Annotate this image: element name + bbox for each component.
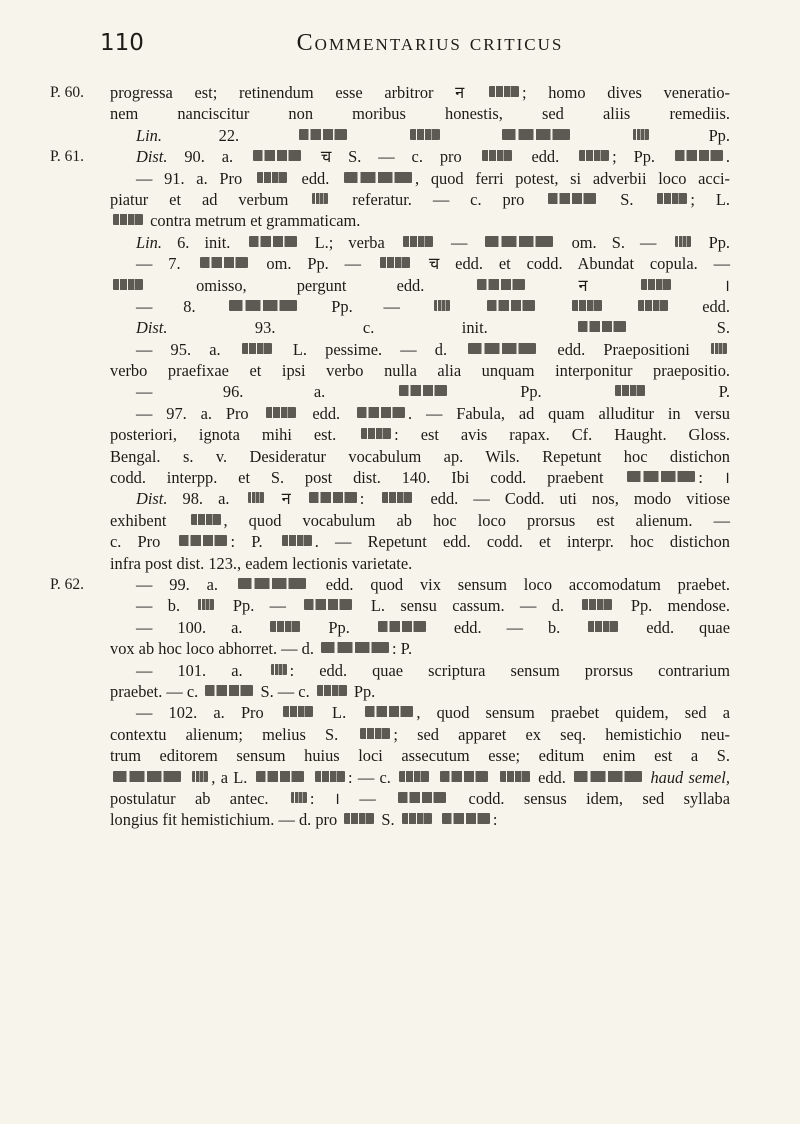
margin-page-ref: P. 61.: [50, 148, 85, 166]
devanagari-word: [283, 706, 313, 717]
devanagari-word: [360, 728, 390, 739]
devanagari-word: [588, 621, 618, 632]
devanagari-word: [380, 257, 410, 268]
devanagari-word: [357, 407, 405, 418]
devanagari-word: [344, 172, 412, 183]
devanagari-word: [299, 129, 347, 140]
devanagari-word: [271, 664, 287, 675]
commentary-line: praebet. — c. S. — c. Pp.: [110, 681, 376, 701]
devanagari-word: [578, 321, 626, 332]
commentary-line: postulatur ab antec. : । — codd. sensus idem, sed syllaba: [110, 788, 730, 808]
commentary-line: Bengal. s. v. Desideratur vocabulum ap. Wils. Repetunt hoc distichon: [110, 446, 730, 466]
devanagari-word: [179, 535, 227, 546]
devanagari-word: [434, 300, 450, 311]
devanagari-word: [257, 172, 287, 183]
devanagari-word: [402, 813, 432, 824]
commentary-line: codd. interpp. et S. post dist. 140. Ibi codd. praebent : ।: [110, 468, 730, 488]
devanagari-word: [399, 385, 447, 396]
devanagari-word: [256, 771, 304, 782]
devanagari-word: [270, 621, 300, 632]
commentary-line: — 96. a. Pp. P.: [136, 382, 730, 402]
page-number: 110: [100, 30, 144, 56]
devanagari-word: [489, 86, 519, 97]
commentary-line: verbo praefixae et ipsi verbo nulla alia unquam interponitur praepositio.: [110, 361, 730, 381]
devanagari-word: [638, 300, 668, 311]
devanagari-word: [382, 492, 412, 503]
commentary-line: — 91. a. Pro edd. , quod ferri potest, si adverbii loco acci-: [136, 168, 730, 188]
commentary-line: — 7. om. Pp. — च edd. et codd. Abundat copula. —: [136, 254, 730, 274]
devanagari-word: [113, 771, 181, 782]
commentary-line: , a L. : — c. edd. haud semel,: [110, 767, 730, 788]
devanagari-word: [442, 813, 490, 824]
devanagari-word: [487, 300, 535, 311]
commentary-line: — 95. a. L. pessime. — d. edd. Praepositioni: [110, 339, 730, 360]
devanagari-word: [253, 150, 301, 161]
devanagari-word: [242, 343, 272, 354]
commentary-line: vox ab hoc loco abhorret. — d. : P.: [110, 639, 413, 659]
devanagari-word: [477, 279, 525, 290]
devanagari-word: [633, 129, 649, 140]
commentary-line: — 100. a. Pp. edd. — b. edd. quae: [136, 617, 730, 637]
devanagari-word: [113, 279, 143, 290]
margin-page-ref: P. 60.: [50, 84, 85, 101]
devanagari-word: [198, 599, 214, 610]
commentary-line: contextu alienum; melius S. ; sed apparet ex seq. hemistichio neu-: [110, 724, 730, 744]
devanagari-word: [627, 471, 695, 482]
commentary-line: Dist. 98. a. न : edd. — Codd. uti nos, modo vitiose: [136, 489, 730, 509]
devanagari-word: [482, 150, 512, 161]
devanagari-word: [615, 385, 645, 396]
devanagari-word: [657, 193, 687, 204]
devanagari-word: [266, 407, 296, 418]
devanagari-word: [675, 236, 691, 247]
commentary-line: — 102. a. Pro L. , quod sensum praebet quidem, sed a: [136, 703, 731, 723]
commentary-line: contra metrum et grammaticam.: [110, 210, 730, 231]
devanagari-word: [582, 599, 612, 610]
devanagari-word: [309, 492, 357, 503]
devanagari-word: [321, 642, 389, 653]
running-title: Commentarius criticus: [296, 30, 564, 56]
commentary-line: Lin. 22. Pp.: [136, 125, 730, 145]
commentary-line: omisso, pergunt edd. न ।: [110, 275, 730, 296]
commentary-line: nem nanciscitur non moribus honestis, sed aliis remediis.: [110, 104, 730, 124]
devanagari-word: [485, 236, 553, 247]
devanagari-word: [282, 535, 312, 546]
devanagari-word: [312, 193, 328, 204]
commentary-line: Lin. 6. init. L.; verba — om. S. — Pp.: [136, 232, 731, 252]
devanagari-word: [500, 771, 530, 782]
commentary-body: [50, 82, 731, 831]
commentary-line: piatur et ad verbum referatur. — c. pro S. ; L.: [110, 189, 730, 209]
devanagari-word: [548, 193, 596, 204]
devanagari-word: [249, 236, 297, 247]
devanagari-word: [574, 771, 642, 782]
devanagari-word: [238, 578, 306, 589]
commentary-line: P. 62. — 99. a. edd. quod vix sensum loco accomodatum praebet.: [50, 574, 731, 594]
commentary-line: exhibent , quod vocabulum ab hoc loco prorsus est alienum. —: [110, 510, 730, 530]
commentary-line: P. 61. Dist. 90. a. च S. — c. pro edd. ; Pp. .: [50, 147, 730, 167]
margin-page-ref: P. 62.: [50, 575, 85, 593]
devanagari-word: [344, 813, 374, 824]
commentary-line: P. 60. progressa est; retinendum esse arbitror न ; homo dives veneratio-: [50, 83, 731, 102]
commentary-line: trum editorem sensum huius loci assecutum esse; editum enim est a S.: [110, 746, 730, 766]
commentary-line: infra post dist. 123., eadem lectionis varietate.: [110, 553, 413, 573]
devanagari-word: [398, 792, 446, 803]
commentary-line: — 101. a. : edd. quae scriptura sensum prorsus contrarium: [136, 660, 730, 680]
devanagari-word: [200, 257, 248, 268]
commentary-line: — 8. Pp. — edd.: [136, 296, 730, 316]
page-header: [100, 30, 760, 64]
devanagari-word: [572, 300, 602, 311]
devanagari-word: [192, 771, 208, 782]
commentary-line: — b. Pp. — L. sensu cassum. — d. Pp. mendose.: [136, 596, 731, 616]
devanagari-word: [191, 514, 221, 525]
devanagari-word: [440, 771, 488, 782]
devanagari-word: [410, 129, 440, 140]
devanagari-word: [248, 492, 264, 503]
devanagari-word: [229, 300, 297, 311]
devanagari-word: [304, 599, 352, 610]
devanagari-word: [502, 129, 570, 140]
devanagari-word: [291, 792, 307, 803]
devanagari-word: [378, 621, 426, 632]
devanagari-word: [317, 685, 347, 696]
devanagari-word: [205, 685, 253, 696]
devanagari-word: [468, 343, 536, 354]
devanagari-word: [113, 214, 143, 225]
devanagari-word: [675, 150, 723, 161]
commentary-line: Dist. 93. c. init. S.: [136, 318, 730, 338]
commentary-line: c. Pro : P. . — Repetunt edd. codd. et interpr. hoc distichon: [110, 532, 730, 552]
devanagari-word: [711, 343, 727, 354]
devanagari-word: [315, 771, 345, 782]
devanagari-word: [641, 279, 671, 290]
commentary-line: longius fit hemistichium. — d. pro S. :: [110, 810, 498, 830]
devanagari-word: [365, 706, 413, 717]
commentary-line: — 97. a. Pro edd. . — Fabula, ad quam alluditur in versu: [136, 403, 730, 423]
devanagari-word: [403, 236, 433, 247]
devanagari-word: [399, 771, 429, 782]
commentary-line: posteriori, ignota mihi est. : est avis rapax. Cf. Haught. Gloss.: [110, 425, 730, 445]
devanagari-word: [361, 428, 391, 439]
devanagari-word: [579, 150, 609, 161]
